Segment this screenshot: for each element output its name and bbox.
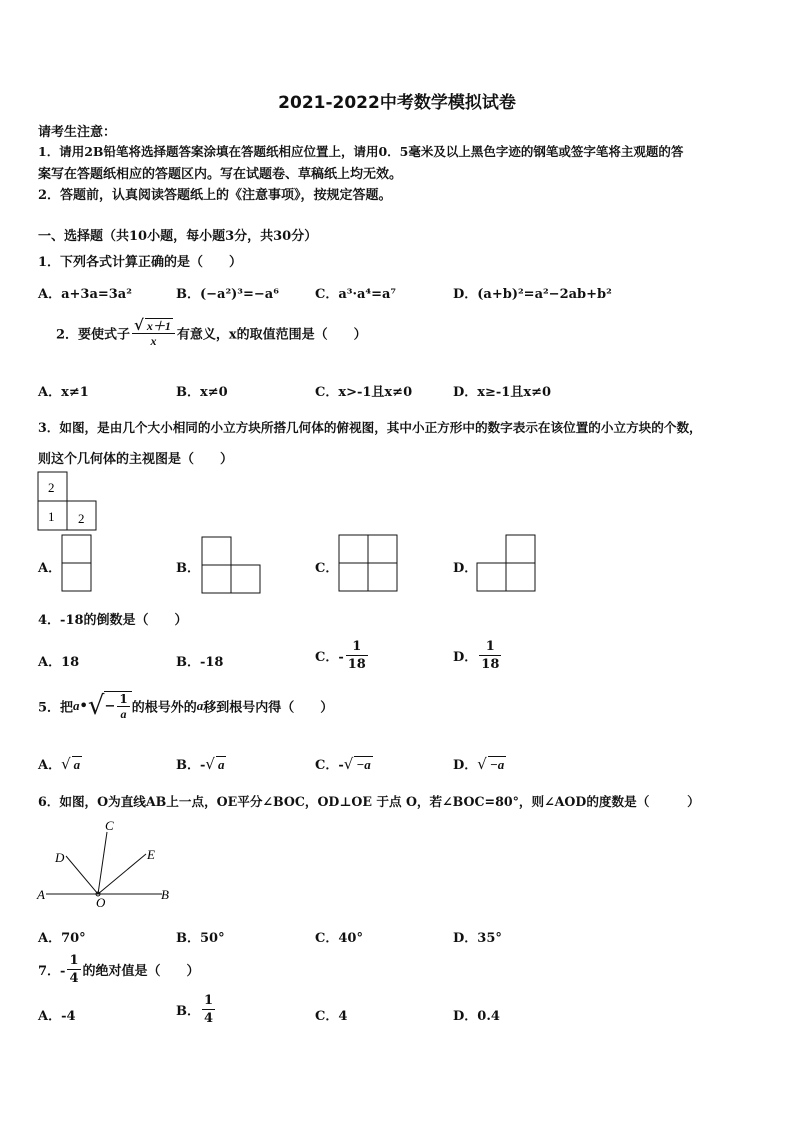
- ray-oc: [98, 832, 107, 894]
- notice-line-2: 案写在答题纸相应的答题区内。写在试题卷、草稿纸上均无效。: [38, 167, 403, 182]
- q2-prefix: 2．要使式子: [56, 327, 131, 343]
- q5-option-d-label: D．: [453, 758, 478, 773]
- q7-prefix: 7．-: [38, 964, 66, 979]
- q7-option-c: C．4: [315, 1009, 348, 1024]
- q1-stem: 1．下列各式计算正确的是（ ）: [38, 255, 243, 270]
- q5-var: a: [73, 698, 80, 713]
- q3-option-d-label: D．: [453, 561, 478, 576]
- label-b: B: [161, 887, 169, 902]
- grid-cell-top: 2: [48, 480, 55, 495]
- q4-option-d-den: 18: [481, 657, 500, 672]
- q1-option-d: D．(a+b)²=a²−2ab+b²: [453, 287, 612, 302]
- q4-option-c-num: 1: [346, 638, 368, 656]
- q5-suffix-b: 移到根号内得（ ）: [203, 700, 334, 716]
- notice-heading: 请考生注意：: [38, 125, 117, 140]
- q4-option-d-num: 1: [479, 638, 501, 656]
- grid-cell-bottom-right: 2: [78, 511, 85, 526]
- q7-option-b-num: 1: [204, 993, 214, 1008]
- label-a: A: [37, 887, 45, 902]
- q5-option-b: B．-√ a: [176, 755, 225, 773]
- q7-den: 4: [69, 971, 79, 986]
- q5-option-b-label: B．-: [176, 758, 206, 773]
- q4-option-d-prefix: D．: [453, 650, 478, 665]
- q2-denominator: x: [150, 334, 157, 348]
- q4-option-c-den: 18: [347, 657, 366, 672]
- q6-option-a: A．70°: [38, 931, 86, 946]
- q7-option-b-den: 4: [204, 1011, 214, 1026]
- q1-option-b: B．(−a²)³=−a⁶: [176, 287, 279, 302]
- q5-option-a: A．√ a: [38, 755, 81, 773]
- q6-option-c: C．40°: [315, 931, 363, 946]
- q7-option-d: D．0.4: [453, 1009, 500, 1024]
- q5-option-c: C．-√ −a: [315, 755, 371, 773]
- label-o: O: [96, 895, 106, 910]
- q5-neg: −: [104, 699, 116, 714]
- label-e: E: [147, 847, 155, 862]
- q3-option-c-label: C．: [315, 561, 339, 576]
- grid-cell-bottom-left: 1: [48, 509, 55, 524]
- q5-prefix: 5．把: [38, 700, 74, 716]
- label-c: C: [105, 818, 114, 833]
- q5-option-c-label: C．-: [315, 758, 344, 773]
- q7-num: 1: [69, 953, 79, 968]
- q3-option-a-figure: [62, 535, 91, 591]
- notice-line-3: 2．答题前，认真阅读答题纸上的《注意事项》，按规定答题。: [38, 188, 392, 203]
- q4-option-c: [315, 638, 370, 673]
- section-heading: 一、选择题（共10小题，每小题3分，共30分）: [38, 229, 318, 244]
- q5-option-d: D．√ −a: [453, 755, 505, 773]
- q5-num: 1: [119, 692, 128, 706]
- ray-oe: [98, 854, 146, 894]
- q7-option-b: [176, 992, 217, 1027]
- q5-option-a-radicand: a: [73, 757, 81, 772]
- q4-stem: 4．-18的倒数是（ ）: [38, 613, 188, 628]
- q6-option-d: D．35°: [453, 931, 502, 946]
- q5-option-c-radicand: −a: [356, 757, 371, 772]
- q7-suffix: 的绝对值是（ ）: [82, 964, 200, 979]
- q5-den: a: [120, 707, 127, 721]
- q2-suffix: 有意义，x的取值范围是（ ）: [176, 327, 367, 343]
- q3-option-b-figure: [202, 537, 260, 593]
- q2-option-c: C．x>-1且x≠0: [315, 385, 413, 400]
- q5-option-a-label: A．: [38, 758, 62, 773]
- q1-option-a: A．a+3a=3a²: [38, 287, 132, 302]
- q4-option-b: B．-18: [176, 655, 224, 670]
- q3-line-2: 则这个几何体的主视图是（ ）: [38, 452, 234, 467]
- q2-fraction: $\frac{√ x+1}{x}$: [132, 318, 175, 348]
- q5-var-2: a: [196, 698, 204, 713]
- q2-option-d: D．x≥-1且x≠0: [453, 385, 552, 400]
- q5-option-b-radicand: a: [217, 757, 225, 772]
- q2-option-b: B．x≠0: [176, 385, 228, 400]
- q5-suffix-a: 的根号外的: [131, 700, 197, 716]
- q4-option-a: A．18: [38, 655, 80, 670]
- q1-option-c: C．a³·a⁴=a⁷: [315, 287, 397, 302]
- q6-angle-figure: [0, 810, 200, 910]
- q4-option-c-prefix: C．-: [315, 650, 344, 665]
- q3-option-b-label: B．: [176, 561, 200, 576]
- q7-stem: [38, 952, 200, 987]
- q2-radicand: x＋1: [146, 319, 171, 333]
- q5-option-d-radicand: −a: [489, 757, 505, 772]
- q2-option-a: A．x≠1: [38, 385, 89, 400]
- notice-line-1: 1．请用2B铅笔将选择题答案涂填在答题纸相应位置上，请用0．5毫米及以上黑色字迹的钢笔或签字笔将主观题的答: [38, 144, 684, 159]
- label-d: D: [55, 850, 65, 865]
- q5-stem: 5．把a•√− $\frac{1}{a}$ 的根号外的a移到根号内得（ ）: [38, 691, 334, 721]
- q7-option-a: A．-4: [38, 1009, 76, 1024]
- q3-option-a-label: A．: [38, 561, 62, 576]
- q7-option-b-label: B．: [176, 1004, 200, 1019]
- q3-option-d-figure: [477, 535, 535, 591]
- exam-title: 2021-2022中考数学模拟试卷: [278, 93, 516, 113]
- q3-option-c-figure: [339, 535, 397, 591]
- q3-line-1: 3．如图，是由几个大小相同的小立方块所搭几何体的俯视图，其中小正方形中的数字表示在该位置的小立方块的个数，: [38, 420, 702, 435]
- q6-option-b: B．50°: [176, 931, 225, 946]
- ray-od: [66, 856, 98, 894]
- q4-option-d: [453, 638, 503, 673]
- q5-dot: •: [79, 698, 88, 714]
- q6-stem: 6．如图，O为直线AB上一点，OE平分∠BOC，OD⊥OE 于点 O，若∠BOC=80°，则∠AOD的度数是（ ）: [38, 794, 700, 809]
